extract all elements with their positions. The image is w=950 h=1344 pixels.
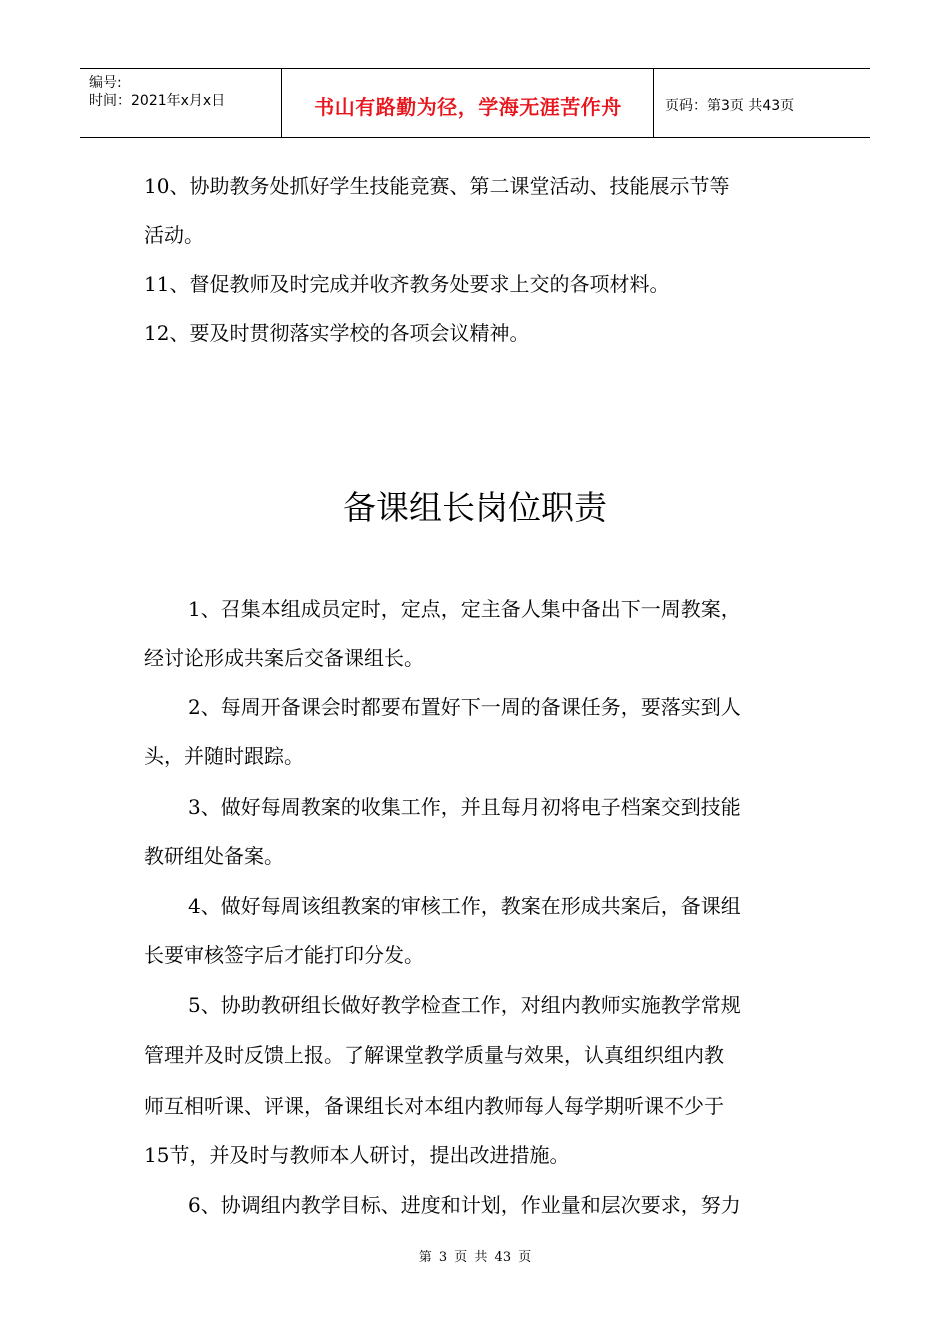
paragraph-line: 师互相听课、评课，备课组长对本组内教师每人每学期听课不少于 <box>144 1094 724 1118</box>
paragraph-line: 3、做好每周教案的收集工作，并且每月初将电子档案交到技能 <box>188 795 741 819</box>
header-motto-cell <box>283 69 654 137</box>
text-line: 活动。 <box>144 223 204 247</box>
header-meta-cell <box>80 69 282 137</box>
paragraph-line: 5、协助教研组长做好教学检查工作，对组内教师实施教学常规 <box>188 993 741 1017</box>
page-footer: 第 3 页 共 43 页 <box>418 1250 532 1265</box>
paragraph-line: 管理并及时反馈上报。了解课堂教学质量与效果，认真组织组内教 <box>144 1043 724 1067</box>
paragraph-line: 长要审核签字后才能打印分发。 <box>144 943 424 967</box>
paragraph-line: 经讨论形成共案后交备课组长。 <box>144 646 424 670</box>
paragraph-line: 4、做好每周该组教案的审核工作，教案在形成共案后，备课组 <box>188 894 741 918</box>
number-label: 编号: <box>89 75 122 91</box>
paragraph-line: 教研组处备案。 <box>144 844 284 868</box>
paragraph-line: 1、召集本组成员定时，定点，定主备人集中备出下一周教案， <box>188 597 741 621</box>
text-line: 10、协助教务处抓好学生技能竞赛、第二课堂活动、技能展示节等 <box>144 174 730 198</box>
paragraph-line: 头，并随时跟踪。 <box>144 744 304 768</box>
text-line: 11、督促教师及时完成并收齐教务处要求上交的各项材料。 <box>144 272 670 296</box>
paragraph-line: 15节，并及时与教师本人研讨，提出改进措施。 <box>144 1143 570 1167</box>
section-title: 备课组长岗位职责 <box>343 488 607 527</box>
time-label: 时间：2021年x月x日 <box>89 93 226 109</box>
text-line: 12、要及时贯彻落实学校的各项会议精神。 <box>144 321 530 345</box>
header-table <box>80 68 870 138</box>
paragraph-line: 6、协调组内教学目标、进度和计划，作业量和层次要求，努力 <box>188 1193 741 1217</box>
header-page-cell <box>655 69 870 137</box>
page-info: 页码：第3页 共43页 <box>665 98 795 114</box>
paragraph-line: 2、每周开备课会时都要布置好下一周的备课任务，要落实到人 <box>188 695 741 719</box>
motto-text: 书山有路勤为径，学海无涯苦作舟 <box>314 94 622 119</box>
